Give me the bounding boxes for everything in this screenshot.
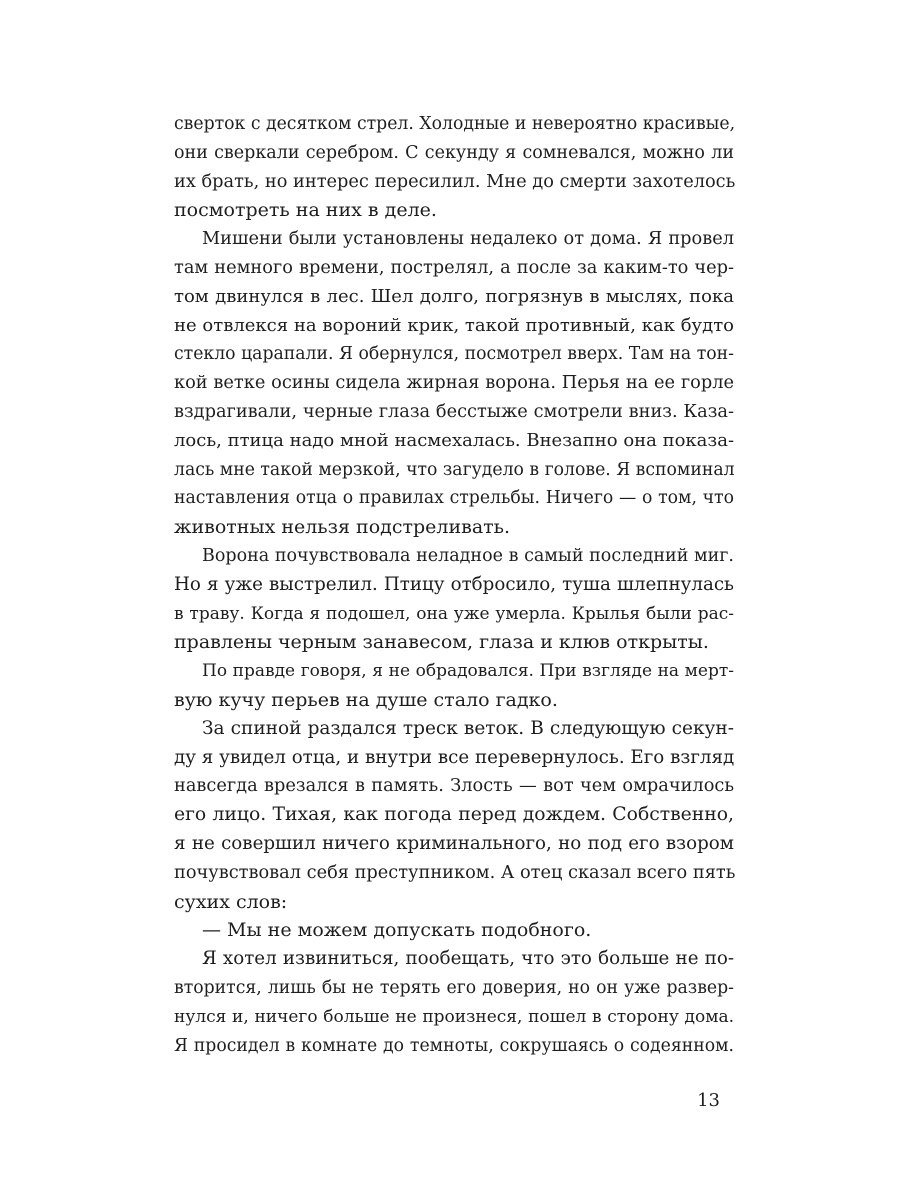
text-line: Я просидел в комнате до темноты, сокрушаясь о содеянном. [174,1035,734,1056]
text-line: их брать, но интерес пересилил. Мне до смерти захотелось [174,171,736,192]
text-line: лось, птица надо мной насмехалась. Внезапно она показа- [174,429,735,451]
text-line: не отвлекся на вороний крик, такой противный, как будто [174,314,734,336]
text-line: я не совершил ничего криминального, но под его взором [174,832,734,854]
text-line: Ворона почувствовала неладное в самый последний миг. [202,545,734,566]
text-line: там немного времени, пострелял, а после за каким-то чер- [174,257,734,278]
text-line: его лицо. Тихая, как погода перед дождем. Собственно, [174,804,734,826]
text-line: Я хотел извиниться, пообещать, что это больше не по- [202,948,734,970]
text-line: почувствовал себя преступником. А отец сказал всего пять [174,862,736,883]
text-line: Мишени были установлены недалеко от дома. Я провел [202,229,734,250]
text-line: в траву. Когда я подошел, она уже умерла. Крылья были рас- [174,603,734,624]
text-line: наставления отца о правилах стрельбы. Ничего — о том, что [174,488,734,509]
text-line: — Мы не можем допускать подобного. [202,919,592,942]
text-line: навсегда врезался в память. Злость — вот чем омрачилось [174,776,734,797]
text-line: сухих слов: [174,890,288,913]
text-line: Но я уже выстрелил. Птицу отбросило, туша шлепнулась [174,573,734,595]
text-line: лась мне такой мерзкой, что загудело в голове. Я вспоминал [174,459,735,480]
body-text [174,110,734,1060]
text-line: вторится, лишь бы не терять его доверия, но он уже развер- [174,977,734,998]
text-line: вздрагивали, черные глаза бесстыже смотрели вниз. Каза- [174,401,734,422]
text-line: животных нельзя подстреливать. [174,516,511,539]
text-line: том двинулся в лес. Шел долго, погрязнув в мыслях, пока [174,285,734,307]
page-number: 13 [697,1090,720,1111]
text-line: ду я увидел отца, и внутри все перевернулось. Его взгляд [174,746,735,768]
text-line: вую кучу перьев на душе стало гадко. [174,688,558,711]
text-line: стекло царапали. Я обернулся, посмотрел вверх. Там на тон- [174,344,734,365]
text-line: По правде говоря, я не обрадовался. При взгляде на мерт- [202,661,734,682]
text-line: кой ветке осины сидела жирная ворона. Перья на ее горле [174,373,734,394]
text-line: посмотреть на них в деле. [174,199,437,222]
text-line: они сверкали серебром. С секунду я сомневался, можно ли [174,142,734,163]
text-line: нулся и, ничего больше не произнеся, пошел в сторону дома. [174,1006,734,1027]
text-line: За спиной раздался треск веток. В следующую секун- [202,717,734,739]
text-line: правлены черным занавесом, глаза и клюв открыты. [174,631,709,654]
text-line: сверток с десятком стрел. Холодные и невероятно красивые, [174,114,736,134]
